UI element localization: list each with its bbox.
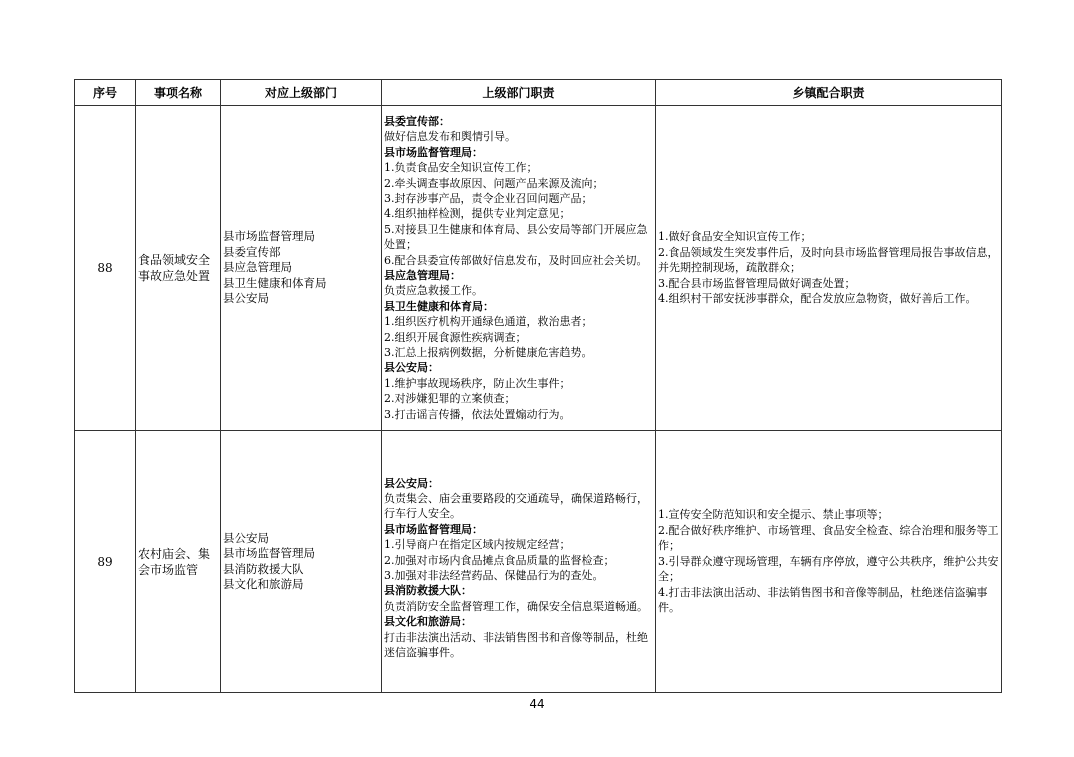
town-duty-item: 2.食品领域发生突发事件后，及时向县市场监督管理局报告事故信息，并先期控制现场，疏散群众；	[658, 245, 999, 275]
row-number: 89	[75, 431, 136, 693]
department-item: 县市场监督管理局	[223, 546, 315, 560]
table-row	[75, 106, 1002, 431]
town-duty-item: 1.宣传安全防范知识和安全提示、禁止事项等；	[658, 508, 889, 522]
header-town-duties: 乡镇配合职责	[656, 80, 1002, 106]
duty-item: 6.配合县委宣传部做好信息发布，及时回应社会关切。	[384, 253, 648, 267]
duty-item: 4.组织抽样检测，提供专业判定意见；	[384, 207, 571, 221]
item-name: 食品领域安全事故应急处置	[136, 106, 221, 431]
department-item: 县公安局	[223, 530, 269, 545]
header-item-name: 事项名称	[136, 80, 221, 106]
department-list	[221, 106, 382, 431]
department-item: 县文化和旅游局	[223, 577, 304, 591]
department-item: 县消防救援大队	[223, 561, 304, 576]
duty-item: 1.维护事故现场秩序，防止次生事件；	[384, 376, 571, 390]
duty-department-heading: 县应急管理局：	[384, 269, 461, 282]
duty-table	[74, 79, 1002, 693]
department-item: 县卫生健康和体育局	[223, 275, 327, 290]
duty-item: 2.组织开展食源性疾病调查；	[384, 330, 527, 344]
row-number: 88	[75, 106, 136, 431]
department-list	[221, 431, 382, 693]
department-duties	[382, 431, 656, 693]
duty-item: 3.加强对非法经营药品、保健品行为的查处。	[384, 569, 604, 582]
header-row	[75, 80, 1002, 106]
page-number: 44	[529, 697, 545, 711]
table-row	[75, 431, 1002, 693]
duty-department-heading: 县卫生健康和体育局：	[384, 299, 494, 313]
duty-item: 2.对涉嫌犯罪的立案侦查；	[384, 392, 516, 406]
header-departments: 对应上级部门	[221, 80, 382, 106]
department-item: 县委宣传部	[223, 244, 281, 259]
town-duty-item: 2.配合做好秩序维护、市场管理、食品安全检查、综合治理和服务等工作；	[658, 523, 999, 553]
town-duty-item: 1.做好食品安全知识宣传工作；	[658, 230, 812, 244]
duty-department-heading: 县市场监督管理局：	[384, 522, 483, 536]
item-name: 农村庙会、集会市场监管	[136, 431, 221, 693]
header-department-duties: 上级部门职责	[382, 80, 656, 106]
town-duty-item: 3.引导群众遵守现场管理，车辆有序停放，遵守公共秩序，维护公共安全；	[658, 554, 999, 584]
town-duty-item: 4.打击非法演出活动、非法销售图书和音像等制品，杜绝迷信盗骗事件。	[658, 585, 988, 615]
duty-item: 3.封存涉事产品，责令企业召回问题产品；	[384, 191, 593, 205]
duty-item: 5.对接县卫生健康和体育局、县公安局等部门开展应急处置；	[384, 222, 648, 252]
duty-department-heading: 县市场监督管理局：	[384, 145, 483, 159]
town-duty-item: 4.组织村干部安抚涉事群众，配合发放应急物资，做好善后工作。	[658, 292, 977, 306]
header-no: 序号	[75, 80, 136, 106]
department-item: 县市场监督管理局	[223, 229, 315, 244]
town-duties	[656, 431, 1002, 693]
duty-item: 3.打击谣言传播，依法处置煽动行为。	[384, 407, 571, 421]
town-duty-item: 3.配合县市场监督管理局做好调查处置；	[658, 276, 856, 290]
duty-item: 负责消防安全监督管理工作，确保安全信息渠道畅通。	[384, 599, 648, 613]
duty-item: 2.牵头调查事故原因、问题产品来源及流向；	[384, 176, 604, 190]
duty-department-heading: 县消防救援大队：	[384, 584, 472, 598]
duty-department-heading: 县文化和旅游局：	[384, 615, 472, 629]
department-item: 县公安局	[223, 291, 269, 306]
duty-item: 1.负责食品安全知识宣传工作；	[384, 161, 538, 175]
duty-item: 负责集会、庙会重要路段的交通疏导，确保道路畅行，行车行人安全。	[384, 491, 648, 521]
duty-item: 打击非法演出活动、非法销售图书和音像等制品，杜绝迷信盗骗事件。	[384, 630, 648, 660]
duty-department-heading: 县公安局：	[384, 361, 439, 375]
duty-item: 2.加强对市场内食品摊点食品质量的监督检查；	[384, 553, 615, 567]
duty-item: 3.汇总上报病例数据，分析健康危害趋势。	[384, 346, 593, 360]
duty-department-heading: 县委宣传部：	[384, 114, 450, 128]
department-item: 县应急管理局	[223, 260, 292, 275]
duty-department-heading: 县公安局：	[384, 476, 439, 490]
department-duties	[382, 106, 656, 431]
duty-item: 做好信息发布和舆情引导。	[384, 130, 516, 144]
town-duties	[656, 106, 1002, 431]
duty-item: 1.组织医疗机构开通绿色通道，救治患者；	[384, 315, 593, 329]
duty-item: 负责应急救援工作。	[384, 284, 483, 298]
duty-item: 1.引导商户在指定区域内按规定经营；	[384, 538, 571, 552]
